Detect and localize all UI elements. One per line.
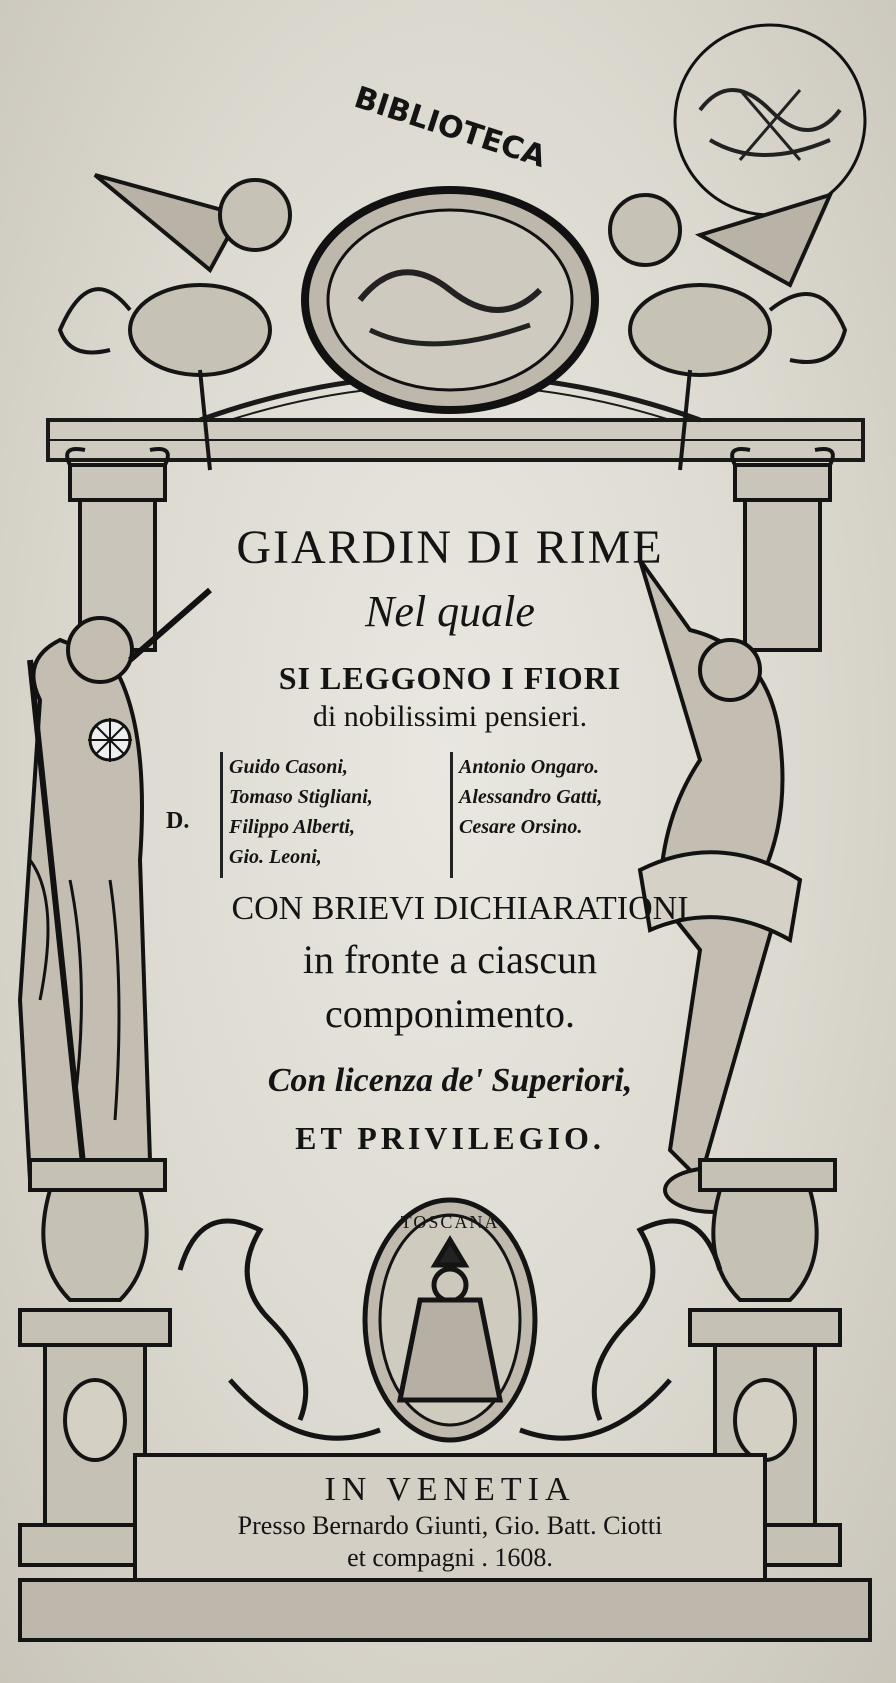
author-name: Antonio Ongaro. (459, 756, 600, 778)
right-allegorical-figure (640, 560, 800, 1212)
license-line: Con licenza de' Superiori, (267, 1062, 633, 1099)
top-medallion (305, 190, 595, 410)
privilege-line: ET PRIVILEGIO. (295, 1120, 605, 1156)
authors-prefix: D. (166, 808, 190, 834)
description-line-3: componimento. (325, 991, 575, 1036)
description-line-1: CON BRIEVI DICHIARATIONI (231, 890, 689, 927)
authors-block (160, 752, 780, 882)
author-name: Guido Casoni, (229, 756, 348, 778)
author-name: Tomaso Stigliani, (229, 786, 373, 808)
author-name: Gio. Leoni, (229, 846, 322, 868)
subtitle-italic: Nel quale (365, 587, 535, 636)
authors-right-column (450, 752, 602, 878)
author-name: Filippo Alberti, (229, 816, 355, 838)
book-title: GIARDIN DI RIME (236, 521, 664, 574)
subtitle-caps: SI LEGGONO I FIORI (278, 660, 622, 696)
ownership-stamp (675, 25, 865, 215)
description-line-2: in fronte a ciascun (302, 937, 598, 982)
left-column (67, 449, 168, 650)
imprint (140, 1470, 760, 1574)
authors-left-column (220, 752, 373, 878)
author-name: Alessandro Gatti, (459, 786, 603, 808)
library-stamp-text: BIBLIOTECA (350, 80, 550, 175)
cartouche-label: TOSCANA (400, 1212, 500, 1232)
imprint-company-date: et compagni . 1608. (347, 1543, 553, 1572)
bottom-cartouche (180, 1200, 720, 1440)
imprint-publisher: Presso Bernardo Giunti, Gio. Batt. Ciotti (237, 1511, 663, 1540)
author-name: Cesare Orsino. (459, 816, 583, 838)
subtitle-lower: di nobilissimi pensieri. (312, 700, 588, 733)
right-column (732, 449, 833, 650)
imprint-city: IN VENETIA (324, 1471, 576, 1508)
